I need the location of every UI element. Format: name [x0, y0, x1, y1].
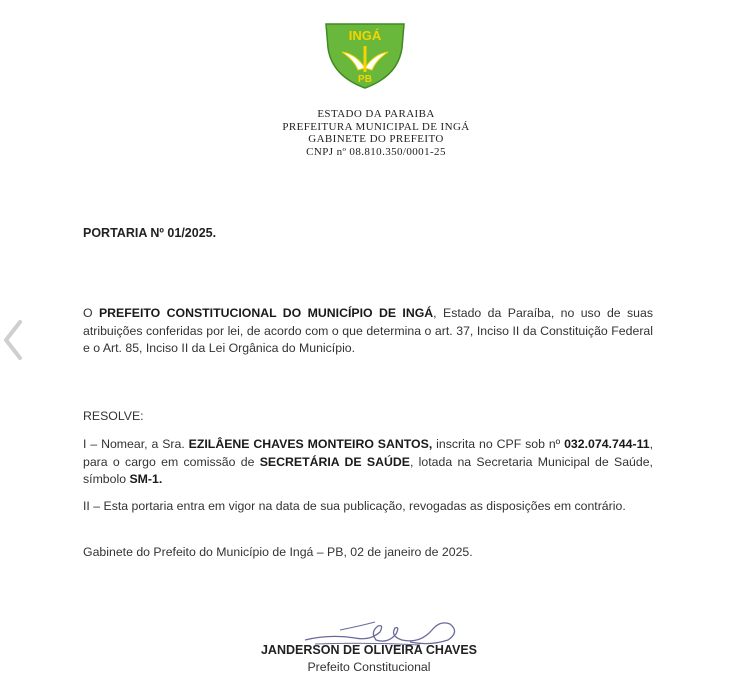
signatory-name: JANDERSON DE OLIVEIRA CHAVES [260, 643, 477, 657]
svg-text:INGÁ: INGÁ [348, 28, 382, 43]
letterhead [0, 108, 752, 158]
svg-text:PB: PB [358, 74, 372, 85]
resolve-heading: RESOLVE: [83, 409, 144, 423]
chevron-left-icon [2, 318, 24, 362]
signatory-role: Prefeito Constitucional [307, 660, 431, 674]
closing-paragraph: Gabinete do Prefeito do Município de Ingá – PB, 02 de janeiro de 2025. [83, 545, 473, 559]
municipal-crest-logo [320, 18, 410, 92]
previous-page-button[interactable] [2, 318, 24, 362]
item-1-paragraph: I – Nomear, a Sra. EZILÂENE CHAVES MONTEIRO SANTOS, inscrita no CPF sob nº 032.074.744-11, para o cargo em comissão de SECRETÁRIA DE SAÚDE, lotada na Secretaria Municipal de Saúde, símbolo SM-1. [83, 437, 653, 487]
preamble-paragraph: O PREFEITO CONSTITUCIONAL DO MUNICÍPIO DE INGÁ, Estado da Paraíba, no uso de suas atribuições conferidas por lei, de acordo com o que determina o art. 37, Inciso II da Constituição Federal e o Art. 85, Inciso II da Lei Orgânica do Município. [83, 306, 653, 356]
letterhead-office: GABINETE DO PREFEITO [308, 133, 444, 145]
letterhead-state: ESTADO DA PARAIBA [317, 108, 435, 120]
document-title: PORTARIA Nº 01/2025. [83, 226, 217, 240]
letterhead-cnpj: CNPJ nº 08.810.350/0001-25 [306, 145, 446, 158]
item-2-paragraph: II – Esta portaria entra em vigor na data de sua publicação, revogadas as disposições em contrário. [83, 499, 626, 513]
letterhead-city-hall: PREFEITURA MUNICIPAL DE INGÁ [282, 120, 470, 133]
